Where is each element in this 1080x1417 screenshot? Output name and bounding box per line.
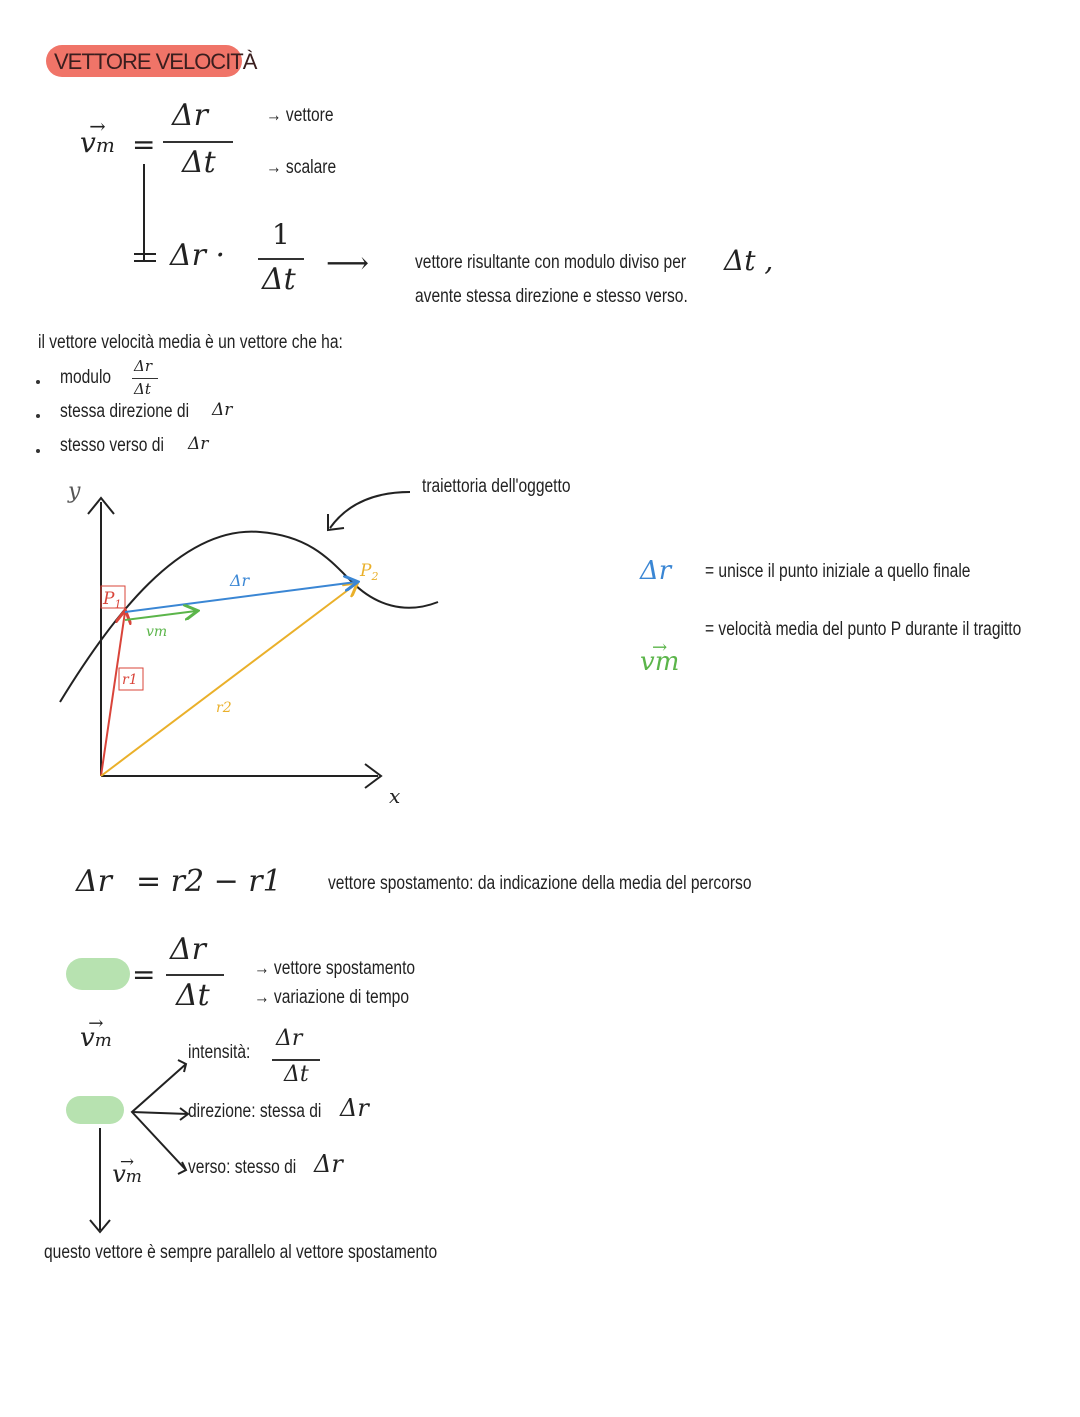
p1-label: $P_1$: [103, 589, 122, 611]
eq3-note-den: → variazione di tempo: [254, 987, 410, 1008]
y-axis-label: y: [68, 479, 81, 504]
page-title: VETTORE VELOCITÀ: [46, 45, 242, 77]
prop-direzione-sym: Δr: [212, 400, 233, 420]
result-arrow-icon: ⟶: [326, 246, 370, 281]
trajectory-diagram: [0, 470, 620, 820]
eq3-note-num: → vettore spostamento: [254, 958, 416, 979]
eq2-delta-r: Δr: [76, 864, 113, 899]
delta-r-times: Δr ·: [170, 238, 226, 273]
branch-verso-sym: Δr: [314, 1150, 343, 1178]
branch-vm: vm →: [112, 1160, 142, 1188]
eq3-fraction-line: [166, 974, 224, 976]
vm-highlight: [66, 958, 130, 990]
equals-sign: =: [132, 128, 156, 161]
delta-r-label: Δr: [230, 571, 250, 590]
trajectory-pointer: [330, 492, 410, 528]
r2-label: r2: [216, 700, 232, 716]
legend-delta-r-text: = unisce il punto iniziale a quello finale: [705, 561, 971, 582]
eq2-note: vettore spostamento: da indicazione della media del percorso: [328, 873, 752, 894]
branch-direzione-sym: Δr: [340, 1094, 369, 1122]
branch-intensita-label: intensità:: [188, 1042, 251, 1063]
branch-arrows: [80, 1058, 200, 1238]
legend-delta-r-symbol: Δr: [640, 556, 672, 586]
one-numerator: 1: [272, 218, 290, 251]
eq2-difference: = r2 − r1: [136, 864, 282, 899]
note-vettore: → vettore: [266, 105, 334, 126]
branch-int-num: Δr: [276, 1026, 303, 1051]
fraction-line: [163, 141, 233, 143]
bullet: [36, 449, 40, 453]
fraction-line-2: [258, 258, 304, 260]
vm-label: vm: [146, 624, 168, 640]
prop-modulo-num: Δr: [134, 357, 153, 375]
eq3-equals: =: [132, 958, 156, 991]
prop-direzione-label: stessa direzione di: [60, 401, 190, 422]
prop-modulo-den: Δt: [134, 380, 151, 398]
legend-vm-text: = velocità media del punto P durante il tragitto: [705, 619, 1022, 640]
trajectory-label: traiettoria dell'oggetto: [422, 476, 571, 497]
fraction-denominator: Δt: [182, 145, 216, 180]
eq3-vm: vm →: [80, 1023, 112, 1053]
trajectory-curve: [60, 532, 438, 702]
equals-bracket: [130, 160, 160, 270]
vm-vector: [125, 611, 196, 620]
properties-intro: il vettore velocità media è un vettore che ha:: [38, 332, 343, 353]
bullet: [36, 414, 40, 418]
result-text-2: avente stessa direzione e stesso verso.: [415, 286, 688, 307]
conclusion-text: questo vettore è sempre parallelo al vettore spostamento: [44, 1242, 438, 1263]
branch-int-line: [272, 1059, 320, 1061]
vm-symbol: vm →: [80, 126, 115, 159]
eq3-denominator: Δt: [176, 978, 210, 1013]
branch-direzione: direzione: stessa di: [188, 1101, 322, 1122]
branch-int-den: Δt: [284, 1062, 309, 1087]
note-scalare: → scalare: [266, 157, 337, 178]
delta-t-denominator: Δt: [262, 262, 296, 297]
prop-modulo-label: modulo: [60, 367, 112, 388]
fraction-line-3: [132, 378, 158, 379]
bullet: [36, 380, 40, 384]
result-text-1: vettore risultante con modulo diviso per: [415, 252, 687, 273]
eq3-numerator: Δr: [170, 932, 207, 967]
r1-label: r1: [122, 672, 138, 688]
p2-label: $P_2$: [360, 561, 379, 583]
r2-vector: [101, 584, 356, 776]
result-delta-t: Δt ,: [724, 244, 774, 277]
prop-verso-sym: Δr: [188, 434, 209, 454]
legend-vm-symbol: vm →: [640, 647, 679, 677]
branch-verso: verso: stesso di: [188, 1157, 297, 1178]
fraction-numerator: Δr: [172, 98, 209, 133]
x-axis-label: x: [389, 784, 401, 808]
prop-verso-label: stesso verso di: [60, 435, 164, 456]
